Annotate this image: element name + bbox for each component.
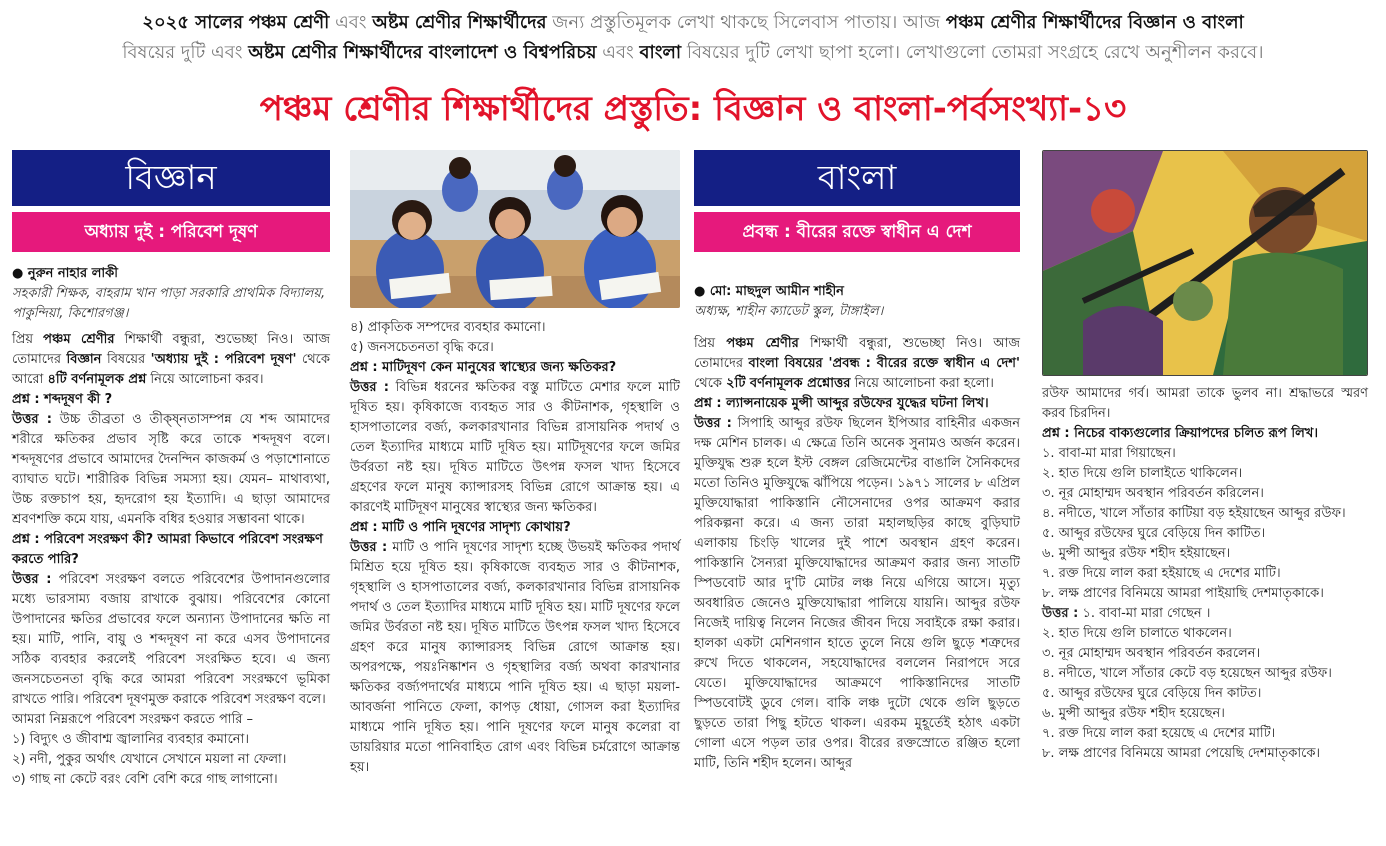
freedom-fighter-illustration [1043,151,1367,375]
bangla-answer-1-continued: রউফ আমাদের গর্ব। আমরা তাকে ভুলব না। শ্রদ্ধাভরে স্মরণ করব চিরদিন। [1042,386,1368,421]
science-question-2: প্রশ্ন : পরিবেশ সংরক্ষণ কী? আমরা কিভাবে পরিবেশ সংরক্ষণ করতে পারি? [12,532,323,567]
list-item: ৩. নূর মোহাম্মদ অবস্থান পরিবর্তন করলেন। [1042,646,1261,661]
intro-year: ২০২৫ সালের [142,12,243,33]
list-item: ৪) প্রাকৃতিক সম্পদের ব্যবহার কমানো। [350,320,546,335]
bangla-affiliation: অধ্যক্ষ, শাহীন ক্যাডেট স্কুল, টাঙ্গাইল। [694,304,884,319]
science-chapter-title: অধ্যায় দুই : পরিবেশ দূষণ [12,212,330,252]
students-photo [350,150,680,308]
science-answer-4: উত্তর : মাটি ও পানি দূষণের সাদৃশ্য হচ্ছে উভয়ই ক্ষতিকর পদার্থ মিশ্রিত হয়ে দূষিত হয়। কৃষিকাজে ব্যবহৃত সার ও কীটনাশক, গৃহস্থালি ও হাসপাতালের বর্জ্য, কলকারখানার বিভিন্ন রাসায়নিক পদার্থ ও তেল ইত্যাদির মাধ্যমে মাটি দূষিত হয়। মাটি দূষণের ফলে জমির উর্বরতা নষ্ট হয়। দূষিত মাটিতে উৎপন্ন ফসল খাদ্য হিসেবে গ্রহণ করে মানুষ ক্যান্সারসহ বিভিন্ন রোগে আক্রান্ত হয়। অপরপক্ষে, পয়ঃনিষ্কাশন ও গৃহস্থালির বর্জ্য অথবা কারখানার ক্ষতিকর বর্জ্যপদার্থের মাধ্যমে পানি দূষিত হয়। এ ছাড়া ময়লা-আবর্জনা পানিতে ফেলা, কাপড় ধোয়া, গোসল করা ইত্যাদির মাধ্যমে পানি দূষিত হয়। পানি দূষণের ফলে মানুষ কলেরা বা ডায়রিয়ার মতো পানিবাহিত রোগ এবং বিভিন্ন চর্মরোগে আক্রান্ত হয়। [350,540,680,775]
bangla-author: ● মো: মাছদুল আমীন শাহীন [694,284,844,299]
list-item: ৮. লক্ষ প্রাণের বিনিময়ে আমরা পেয়েছি দেশমাতৃকাকে। [1042,746,1321,761]
list-item: ৪. নদীতে, খালে সাঁতার কেটে বড় হয়েছেন আব্দুর রউফ। [1042,666,1332,681]
list-item: ১. বাবা-মা মারা গিয়াছেন। [1042,446,1176,461]
list-item: ৭. রক্ত দিয়ে লাল করা হইয়াছে এ দেশের মাটি। [1042,566,1281,581]
answer-list-first: উত্তর : ১. বাবা-মা মারা গেছেন । [1042,606,1211,621]
science-question-4: প্রশ্ন : মাটি ও পানি দূষণের সাদৃশ্য কোথায়? [350,520,571,535]
list-item: ৩. নূর মোহাম্মদ অবস্থান পরিবর্তন করিলেন। [1042,486,1264,501]
science-answer-2: উত্তর : পরিবেশ সংরক্ষণ বলতে পরিবেশের উপাদানগুলোর মধ্যে ভারসাম্য বজায় রাখাকে বুঝায়। পরিবেশের কোনো উপাদানের ক্ষতির প্রভাবের ফলে অন্যান্য উপাদানের ক্ষতি না হয়। মাটি, পানি, বায়ু ও শব্দদূষণ না করে এসব উপাদানের সঠিক ব্যবহার করলেই পরিবেশ সংরক্ষিত হবে। এ জন্য জনসচেতনতা বৃদ্ধি করে আমরা পরিবেশ সংরক্ষণে ভূমিকা রাখতে পারি। পরিবেশ দূষণমুক্ত করাকে পরিবেশ সংরক্ষণ বলে। [12,572,330,707]
bangla-column-continued [1042,150,1368,764]
bangla-chapter-title: প্রবন্ধ : বীরের রক্তে স্বাধীন এ দেশ [694,212,1020,252]
soldier-illustration [1042,150,1368,376]
list-item: ৭. রক্ত দিয়ে লাল করা হয়েছে এ দেশের মাটি। [1042,726,1276,741]
science-greeting: প্রিয় পঞ্চম শ্রেণীর শিক্ষার্থী বন্ধুরা, শুভেচ্ছা নিও। আজ তোমাদের বিজ্ঞান বিষয়ের 'অধ্যায় দুই : পরিবেশ দূষণ' থেকে আরো ৪টি বর্ণনামূলক প্রশ্ন নিয়ে আলোচনা করব। [12,332,330,387]
list-item: ২) নদী, পুকুর অর্থাৎ যেখানে সেখানে ময়লা না ফেলা। [12,752,287,767]
science-section-title: বিজ্ঞান [12,150,330,206]
list-item: ২. হাত দিয়ে গুলি চালাতে থাকলেন। [1042,626,1232,641]
list-item: ১) বিদ্যুৎ ও জীবাশ্ম জ্বালানির ব্যবহার কমানো। [12,732,249,747]
science-column [12,150,330,790]
bangla-section-title: বাংলা [694,150,1020,206]
bangla-question-2: প্রশ্ন : নিচের বাক্যগুলোর ক্রিয়াপদের চলিত রূপ লিখ। [1042,426,1318,441]
list-item: ৬. মুন্সী আব্দুর রউফ শহীদ হইয়াছেন। [1042,546,1231,561]
bangla-greeting: প্রিয় পঞ্চম শ্রেণীর শিক্ষার্থী বন্ধুরা, শুভেচ্ছা নিও। আজ তোমাদের বাংলা বিষয়ের 'প্রবন্ধ : বীরের রক্তে স্বাধীন এ দেশ' থেকে ২টি বর্ণনামূলক প্রশ্নোত্তর নিয়ে আলোচনা করা হলো। [694,336,1020,391]
science-question-1: প্রশ্ন : শব্দদূষণ কী ? [12,392,113,407]
list-item: ৮. লক্ষ প্রাণের বিনিময়ে আমরা পাইয়াছি দেশমাতৃকাকে। [1042,586,1324,601]
science-column-continued [350,150,680,778]
science-question-3: প্রশ্ন : মাটিদূষণ কেন মানুষের স্বাস্থ্যের জন্য ক্ষতিকর? [350,360,617,375]
bangla-question-1: প্রশ্ন : ল্যান্সনায়েক মুন্সী আব্দুর রউফের যুদ্ধের ঘটনা লিখ। [694,396,989,411]
bangla-answer-1: উত্তর : সিপাহি আব্দুর রউফ ছিলেন ইপিআর বাহিনীর একজন দক্ষ মেশিন চালক। এ ক্ষেত্রে তিনি অনেক সুনামও অর্জন করেন। মুক্তিযুদ্ধ শুরু হলে ইস্ট বেঙ্গল রেজিমেন্টের বাঙালি সৈনিকদের মতো তিনিও মুক্তিযুদ্ধে ঝাঁপিয়ে পড়েন। ১৯৭১ সালের ৮ এপ্রিল মুক্তিযোদ্ধারা পাকিস্তানি নৌসেনাদের ওপর আক্রমণ করার পরিকল্পনা করে। এ জন্য তারা মহালছড়ির কাছে বুড়িঘাট এলাকায় চিংড়ি খালের দুই পাশে অবস্থান গ্রহণ করেন। পাকিস্তানি সৈন্যরা মুক্তিযোদ্ধাদের আক্রমণ করার জন্য সাতটি স্পিডবোট আর দু'টি মোটর লঞ্চ নিয়ে এগিয়ে আসে। মৃত্যু অবধারিত জেনেও মুক্তিযোদ্ধারা পালিয়ে যায়নি। আব্দুর রউফ নিজেই দায়িত্ব নিলেন নিজের জীবন দিয়ে সবাইকে রক্ষা করার। হালকা একটা মেশিনগান হাতে তুলে নিয়ে গুলি ছুড়ে শত্রুদের রুখে দিতে থাকলেন, সহযোদ্ধাদের বললেন নিরাপদে সরে যেতে। মুক্তিযোদ্ধাদের আক্রমণে পাকিস্তানিদের সাতটি স্পিডবোটই ডুবে গেল। বাকি লঞ্চ দুটো থেকে গুলি ছুড়তে ছুড়তে তারা পিছু হটতে থাকল। এরকম মুহূর্তেই হঠাৎ একটা গোলা এসে পড়ল তার ওপর। বীরের রক্তস্রোতে রঞ্জিত হলো মাটি, তিনি শহীদ হলেন। আব্দুর [694,416,1020,771]
bangla-column [694,150,1020,774]
science-answer-3: উত্তর : বিভিন্ন ধরনের ক্ষতিকর বস্তু মাটিতে মেশার ফলে মাটি দূষিত হয়। কৃষিকাজে ব্যবহৃত সার ও কীটনাশক, গৃহস্থালি ও হাসপাতালের বর্জ্য, কলকারখানার বিভিন্ন রাসায়নিক পদার্থ ও তেল ইত্যাদির মাধ্যমে মাটি দূষিত হয়। মাটিদূষণের ফলে জমির উর্বরতা নষ্ট হয়। দূষিত মাটিতে উৎপন্ন ফসল খাদ্য হিসেবে গ্রহণের ফলে মানুষ ক্যান্সারসহ বিভিন্ন রোগে আক্রান্ত হয়। এ কারণেই মাটিদূষণ মানুষের স্বাস্থ্যের জন্য ক্ষতিকর। [350,380,680,515]
list-item: ৪. নদীতে, খালে সাঁতার কাটিয়া বড় হইয়াছেন আব্দুর রউফ। [1042,506,1346,521]
science-answer-1: উত্তর : উচ্চ তীব্রতা ও তীক্ষ্নতাসম্পন্ন যে শব্দ আমাদের শরীরে ক্ষতিকর প্রভাব সৃষ্টি করে তাকে শব্দদূষণ বলে। শব্দদূষণের প্রভাবে আমাদের দৈনন্দিন কাজকর্ম ও পড়াশোনাতে ব্যাঘাত ঘটে। শারীরিক বিভিন্ন সমস্যা হয়। যেমন– মাথাব্যথা, উচ্চ রক্তচাপ হয়, হৃদরোগ হয় ইত্যাদি। এ ছাড়া আমাদের শ্রবণশক্তি কমে যায়, এমনকি বধির হওয়ার সম্ভাবনা থাকে। [12,412,330,527]
list-item: ৬. মুন্সী আব্দুর রউফ শহীদ হয়েছেন। [1042,706,1225,721]
science-list-intro: আমরা নিম্নরূপে পরিবেশ সংরক্ষণ করতে পারি – [12,712,254,727]
list-item: ৫) জনসচেতনতা বৃদ্ধি করে। [350,340,494,355]
science-author: ● নুরুন নাহার লাকী [12,266,118,281]
list-item: ২. হাত দিয়ে গুলি চালাইতে থাকিলেন। [1042,466,1243,481]
list-item: ৫. আব্দুর রউফের ঘুরে বেড়িয়ে দিন কাটিত। [1042,526,1266,541]
list-item: ৫. আব্দুর রউফের ঘুরে বেড়িয়ে দিন কাটত। [1042,686,1262,701]
science-affiliation: সহকারী শিক্ষক, বাহরাম খান পাড়া সরকারি প্রাথমিক বিদ্যালয়, পাকুন্দিয়া, কিশোরগঞ্জ। [12,286,326,321]
students-writing-exam-photo [350,150,680,308]
list-item: ৩) গাছ না কেটে বরং বেশি বেশি করে গাছ লাগানো। [12,772,278,787]
intro-text: ২০২৫ সালের পঞ্চম শ্রেণী এবং অষ্টম শ্রেণীর শিক্ষার্থীদের জন্য প্রস্তুতিমূলক লেখা থাকছে সিলেবাস পাতায়। আজ পঞ্চম শ্রেণীর শিক্ষার্থীদের বিজ্ঞান ও বাংলা বিষয়ের দুটি এবং অষ্টম শ্রেণীর শিক্ষার্থীদের বাংলাদেশ ও বিশ্বপরিচয় এবং বাংলা বিষয়ের দুটি লেখা ছাপা হলো। লেখাগুলো তোমরা সংগ্রহে রেখে অনুশীলন করবে। [122,12,1264,63]
page-headline: পঞ্চম শ্রেণীর শিক্ষার্থীদের প্রস্তুতি: বিজ্ঞান ও বাংলা-পর্বসংখ্যা-১৩ [259,89,1127,129]
